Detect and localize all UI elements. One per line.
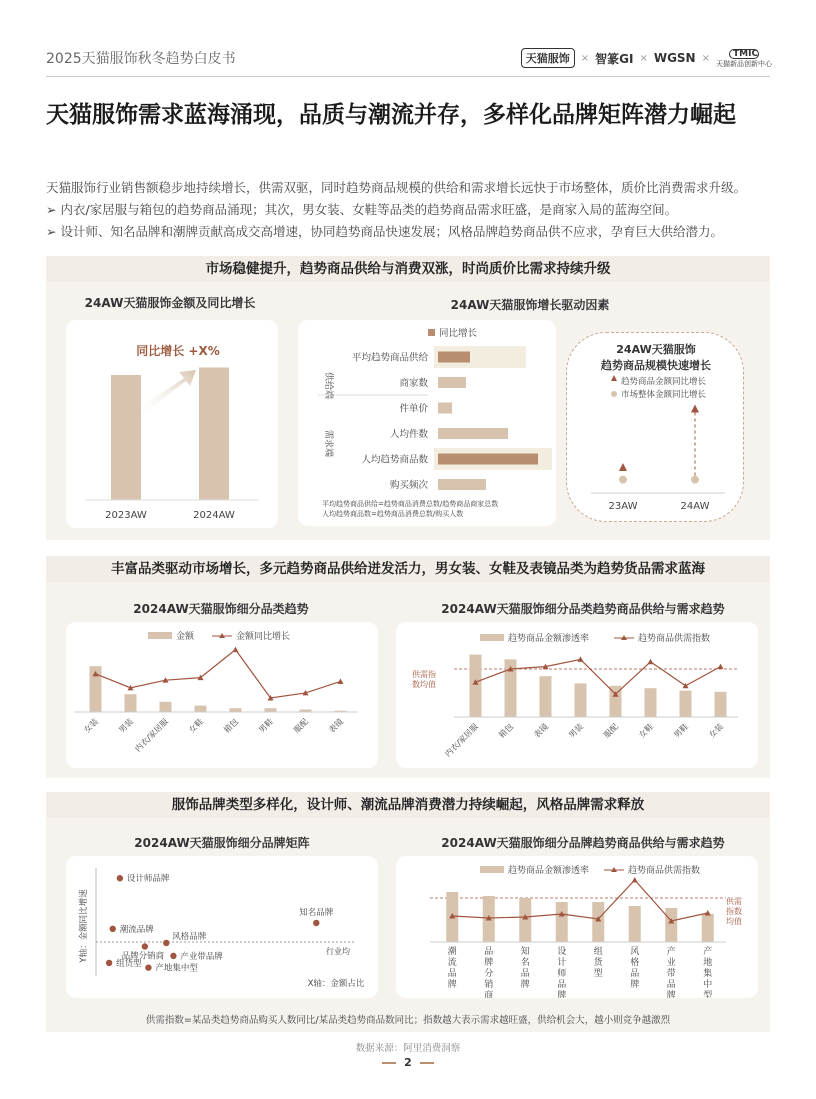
x-tick-label: [448, 945, 457, 990]
bar-内衣/家居服: [160, 702, 172, 712]
bar-购买频次: [438, 479, 486, 490]
trend-point-表镜: [338, 678, 344, 684]
x-tick-label: [630, 946, 639, 990]
x-tick-label: 男装: [567, 722, 585, 740]
bar-件单价: [438, 403, 452, 414]
bar-女鞋: [645, 688, 657, 717]
x-tick-label: 2023AW: [105, 510, 147, 521]
x-tick-label: 服配: [602, 722, 620, 740]
x-tick-char: 品: [557, 980, 567, 990]
s1-chart-a-card: [66, 320, 278, 528]
s3-chart-a-title: 2024AW天猫服饰细分品牌矩阵: [134, 836, 310, 850]
trend-point-女装: [718, 664, 724, 670]
page-number: [0, 1056, 816, 1069]
s1-chart-c-marks: [619, 405, 699, 484]
bar-女鞋: [195, 706, 207, 712]
brand-point-风格品牌: [163, 940, 169, 946]
x-tick-char: 知: [520, 947, 530, 957]
row-label: 件单价: [399, 403, 428, 415]
s2-chart-b-svg: [396, 622, 758, 768]
legend-label: 趋势商品供需指数: [638, 634, 711, 644]
x-axis-label: X轴：金额占比: [307, 979, 365, 989]
x-tick-label: [484, 946, 493, 998]
s3-chart-a-card: [66, 856, 378, 998]
x-tick-label: [667, 945, 676, 998]
x-tick-label: 2024AW: [193, 510, 235, 521]
s1-chart-a-svg: [66, 320, 278, 528]
bar-组货型: [592, 902, 604, 942]
trend-line: [96, 650, 341, 698]
brand-label: 产地集中型: [155, 963, 198, 974]
trend-point-女鞋: [648, 659, 654, 665]
x-tick-char: 品: [484, 947, 494, 957]
x-tick-char: 产: [703, 947, 713, 957]
logo-separator: ×: [580, 52, 590, 64]
bar-2023AW: [111, 375, 141, 500]
intro-lead: 天猫服饰行业销售额稳步地持续增长，供需双驱，同时趋势商品规模的供给和需求增长远快于市场整体，质价比消费需求升级。: [46, 180, 747, 195]
x-tick-label: 24AW: [680, 501, 710, 512]
group-label-supply: 供给端: [323, 372, 333, 400]
brand-label: 品牌分销商: [121, 951, 165, 962]
x-tick-char: 品: [666, 980, 676, 990]
logo-separator: ×: [701, 52, 710, 64]
logo-separator: ×: [639, 52, 648, 64]
row-label: 购买频次: [389, 480, 428, 491]
s3-chart-b-svg: [396, 856, 758, 998]
row-label: 平均趋势商品供给: [351, 352, 428, 364]
x-tick-label: [703, 945, 712, 998]
x-tick-char: 牌: [447, 980, 457, 990]
x-tick-char: 牌: [557, 991, 567, 998]
s1-chart-a-title: 24AW天猫服饰金额及同比增长: [84, 296, 256, 310]
trend-point-产地集中型: [705, 910, 711, 916]
header-divider: [46, 76, 770, 77]
legend-swatch: [148, 632, 172, 639]
x-tick-label: 内衣/家居服: [443, 722, 480, 759]
x-tick-char: 牌: [630, 980, 640, 990]
market-growth-marker: [619, 476, 627, 484]
trend-point-男鞋: [683, 683, 689, 689]
section1-heading: 市场稳健提升，趋势商品供给与消费双涨，时尚质价比需求持续升级: [46, 256, 770, 282]
reference-line-label-part: 供需: [726, 897, 742, 906]
x-tick-char: 品: [630, 969, 640, 979]
trend-point-箱包: [233, 647, 239, 653]
s3-chart-b-title: 2024AW天猫服饰细分品牌趋势商品供给与需求趋势: [441, 836, 725, 850]
x-tick-char: 流: [447, 958, 457, 968]
x-tick-char: 型: [703, 991, 713, 998]
x-tick-char: 品: [447, 969, 457, 979]
brand-label: 风格品牌: [172, 931, 207, 942]
legend-label: 趋势商品金额渗透率: [508, 634, 590, 644]
legend-swatch: [480, 634, 504, 641]
s1-chart-b-bars: [352, 352, 538, 492]
x-tick-label: 23AW: [608, 501, 638, 512]
x-tick-char: 牌: [484, 958, 494, 968]
x-tick-label: 内衣/家居服: [133, 717, 170, 754]
bar-商家数: [438, 377, 466, 388]
bar-男装: [125, 694, 137, 712]
s3-chart-b-plot: [430, 877, 726, 998]
legend-label: 趋势商品金额同比增长: [621, 377, 707, 387]
s3-chart-a-svg: [66, 856, 378, 998]
legend-label: 市场整体金额同比增长: [621, 390, 707, 400]
bar-产业带品牌: [665, 908, 677, 942]
x-tick-char: 集: [703, 969, 713, 979]
section2-heading: 丰富品类驱动市场增长，多元趋势商品供给迸发活力，男女装、女鞋及表镜品类为趋势货品需求蓝海: [46, 556, 770, 582]
growth-arrow-icon: [136, 370, 196, 416]
s3-chart-a-plot: [106, 873, 334, 973]
reference-line-label-part: 指数: [726, 907, 742, 916]
legend-label: 金额: [176, 632, 195, 642]
s2-chart-a-svg: [66, 622, 378, 768]
x-tick-label: 女装: [707, 722, 725, 740]
legend-label: 趋势商品供需指数: [628, 866, 701, 876]
brand-point-组货型: [106, 960, 112, 966]
legend-dot-icon: [611, 391, 617, 397]
x-tick-char: 地: [703, 958, 713, 968]
x-tick-char: 计: [557, 958, 567, 968]
x-tick-char: 牌: [666, 991, 676, 998]
zhizhuan-gi-logo: 智篆GI: [595, 51, 634, 66]
bar-人均趋势商品数: [438, 454, 538, 465]
bullet-marker: ➢: [46, 224, 57, 239]
x-tick-char: 牌: [520, 980, 530, 990]
bar-平均趋势商品供给: [438, 352, 470, 363]
x-tick-label: 男鞋: [257, 717, 275, 735]
y-axis-label: Y轴：金额同比增速: [79, 889, 89, 963]
bar-男鞋: [680, 691, 692, 717]
bar-知名品牌: [519, 898, 531, 942]
intro-text: [46, 178, 786, 244]
bar-表镜: [540, 676, 552, 717]
s1-chart-c-title: 24AW天猫服饰: [616, 343, 696, 356]
x-tick-label: 箱包: [497, 722, 515, 740]
reference-line-label-part: 数均值: [412, 680, 436, 689]
legend-label: 趋势商品金额渗透率: [508, 866, 590, 876]
supply-demand-footnote: 供需指数=某品类趋势商品购买人数同比/某品类趋势商品数同比；指数越大表示需求越旺盛，供给机会大，越小则竞争越激烈: [145, 1015, 671, 1026]
x-tick-char: 中: [703, 980, 713, 990]
legend-swatch: [428, 329, 435, 336]
s2-chart-a-title: 2024AW天猫服饰细分品类趋势: [133, 602, 309, 616]
x-tick-label: 表镜: [532, 722, 550, 740]
bar-2024AW: [199, 368, 229, 501]
x-tick-char: 货: [593, 958, 603, 968]
reference-line-label: [726, 896, 742, 926]
s1-chart-b-title: 24AW天猫服饰增长驱动因素: [450, 298, 610, 312]
s1-chart-c-svg: [567, 333, 745, 523]
brand-label: 组货型: [116, 958, 142, 969]
page-number-value: 2: [404, 1056, 412, 1069]
brand-label: 产业带品牌: [180, 951, 223, 962]
x-tick-char: 带: [666, 969, 676, 979]
intro-bullet: [46, 222, 786, 242]
x-tick-label: 箱包: [222, 717, 240, 735]
x-tick-label: 女鞋: [187, 717, 205, 735]
x-tick-char: 格: [630, 958, 640, 968]
partner-logos: [521, 48, 772, 68]
x-tick-char: 风: [630, 947, 640, 957]
market-growth-marker: [691, 476, 699, 484]
brand-point-产地集中型: [145, 964, 151, 970]
s2-chart-a-card: [66, 622, 378, 768]
brand-label: 设计师品牌: [126, 874, 170, 885]
section3-heading: 服饰品牌类型多样化，设计师、潮流品牌消费潜力持续崛起，风格品牌需求释放: [46, 792, 770, 818]
x-tick-char: 业: [666, 958, 676, 968]
bar-产地集中型: [702, 914, 714, 942]
bar-女装: [715, 692, 727, 717]
data-source: 数据来源：阿里消费洞察: [355, 1043, 461, 1054]
x-tick-char: 分: [484, 969, 494, 979]
tmic-logo-mark: TMIC: [729, 49, 759, 59]
brand-point-品牌分销商: [142, 943, 148, 949]
formula-note: 人均趋势商品数=趋势商品消费总数/购买人数: [322, 510, 464, 518]
s2-chart-a-plot: [74, 647, 358, 754]
x-tick-char: 销: [484, 980, 494, 990]
brand-label: 潮流品牌: [119, 924, 154, 935]
reference-line-label-part: 均值: [726, 917, 742, 926]
bar-设计师品牌: [556, 902, 568, 942]
growth-label: 同比增长 +X%: [136, 344, 220, 358]
x-tick-char: 设: [557, 947, 567, 957]
reference-line-label: [412, 669, 436, 689]
x-tick-char: 师: [557, 969, 567, 979]
s1-chart-c-subtitle: 趋势商品规模快速增长: [601, 359, 711, 372]
s2-chart-b-title: 2024AW天猫服饰细分品类趋势商品供给与需求趋势: [441, 602, 725, 616]
x-tick-char: 型: [593, 969, 603, 979]
legend-label: 同比增长: [439, 328, 478, 339]
x-tick-char: 名: [520, 958, 530, 968]
bar-内衣/家居服: [470, 655, 482, 717]
x-tick-label: [521, 945, 530, 990]
row-label: 人均件数: [389, 429, 428, 440]
trend-point-男装: [578, 656, 584, 662]
x-tick-char: 潮: [447, 947, 457, 957]
wgsn-logo: WGSN: [653, 51, 696, 65]
row-label: 商家数: [399, 378, 428, 389]
tmall-fashion-logo: 天猫服饰: [521, 48, 575, 68]
reference-line-label-part: 供需指: [412, 670, 436, 679]
x-tick-label: 男鞋: [672, 722, 690, 740]
x-tick-label: 女装: [82, 717, 100, 735]
bullet-marker: ➢: [46, 202, 57, 217]
brand-point-知名品牌: [313, 920, 319, 926]
brand-label: 知名品牌: [299, 907, 334, 918]
x-tick-char: 组: [593, 947, 603, 957]
x-tick-label: 服配: [292, 717, 310, 735]
s1-chart-c-card: [566, 332, 744, 522]
formula-note: 平均趋势商品供给=趋势商品消费总数/趋势商品商家总数: [322, 500, 499, 508]
intro-bullet-text: 内衣/家居服与箱包的趋势商品涌现；其次，男女装、女鞋等品类的趋势商品需求旺盛，是商家入局的蓝海空间。: [60, 202, 678, 217]
page-number-rule: [382, 1062, 396, 1064]
intro-bullet: [46, 200, 786, 220]
legend-triangle-icon: [611, 375, 617, 381]
x-tick-char: 品: [520, 969, 530, 979]
page-header: [0, 0, 816, 80]
bar-箱包: [230, 708, 242, 712]
trend-growth-marker: [691, 405, 699, 413]
industry-average-label: 行业均: [326, 947, 350, 956]
page-number-rule: [420, 1062, 434, 1064]
tmic-logo-caption: 天猫新品创新中心: [716, 59, 772, 68]
bar-风格品牌: [629, 906, 641, 942]
x-tick-label: 女鞋: [637, 722, 655, 740]
s1-chart-b-card: [298, 320, 556, 526]
s2-chart-b-card: [396, 622, 758, 768]
tmic-logo: [716, 49, 772, 68]
legend-swatch: [480, 866, 504, 873]
brand-point-设计师品牌: [117, 875, 123, 881]
trend-point-风格品牌: [632, 877, 638, 883]
s1-chart-b-svg: [298, 320, 556, 526]
x-tick-label: [557, 946, 566, 998]
group-label-demand: 需求端: [323, 430, 333, 458]
x-tick-label: [594, 946, 604, 979]
bar-男鞋: [265, 708, 277, 712]
bar-人均件数: [438, 428, 508, 439]
row-label: 人均趋势商品数: [361, 454, 428, 466]
brand-point-产业带品牌: [170, 953, 176, 959]
x-tick-label: 表镜: [327, 717, 345, 735]
x-tick-char: 商: [484, 991, 494, 998]
page-title: 天猫服饰需求蓝海涌现，品质与潮流并存，多样化品牌矩阵潜力崛起: [46, 102, 736, 128]
trend-growth-marker: [619, 463, 627, 471]
brand-point-潮流品牌: [110, 926, 116, 932]
x-tick-label: 男装: [117, 717, 135, 735]
bar-男装: [575, 683, 587, 717]
report-title: 2025天猫服饰秋冬趋势白皮书: [46, 51, 236, 67]
intro-bullet-text: 设计师、知名品牌和潮牌贡献高成交高增速，协同趋势商品快速发展；风格品牌趋势商品供不应求，孕育巨大供给潜力。: [60, 224, 723, 239]
x-tick-char: 产: [666, 947, 676, 957]
legend-label: 金额同比增长: [236, 632, 291, 642]
s3-chart-b-card: [396, 856, 758, 998]
s2-chart-b-plot: [443, 655, 738, 759]
